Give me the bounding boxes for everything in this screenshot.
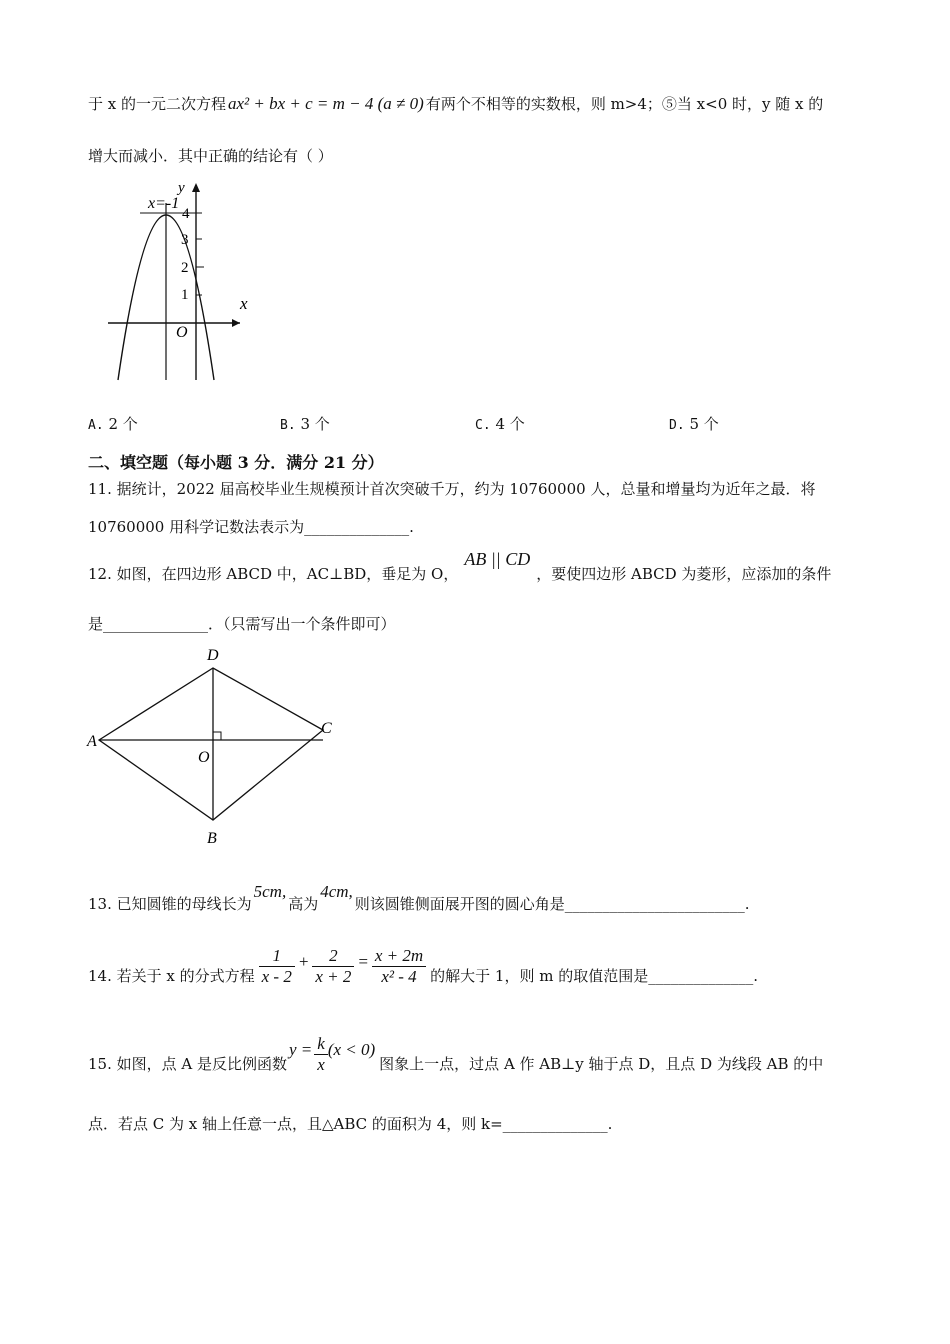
q10-line2: 增大而减小．其中正确的结论有（ ） bbox=[88, 147, 333, 165]
y-axis-label: y bbox=[178, 180, 185, 196]
q15-pre: 15. 如图，点 A 是反比例函数 bbox=[88, 1055, 287, 1073]
q12-math: AB || CD bbox=[464, 549, 531, 569]
q14-line bbox=[88, 937, 758, 987]
q14-post: 的解大于 1，则 m 的取值范围是______________. bbox=[430, 967, 758, 985]
option-d[interactable] bbox=[669, 413, 719, 434]
q15-condition: (x < 0) bbox=[327, 1040, 376, 1059]
q13-slant: 5cm, bbox=[253, 882, 287, 901]
q13-line bbox=[88, 882, 750, 914]
q10-line1 bbox=[88, 93, 823, 114]
q10-equation: ax² + bx + c = m − 4 (a ≠ 0) bbox=[228, 94, 424, 113]
q15-line2: 点．若点 C 为 x 轴上任意一点，且△ABC 的面积为 4，则 k=______________. bbox=[88, 1115, 613, 1133]
q14-fraction-2 bbox=[312, 946, 354, 987]
quadrilateral-abcd bbox=[99, 668, 323, 820]
x-axis-arrow bbox=[232, 319, 240, 327]
q14-f3-num: x + 2m bbox=[372, 946, 426, 967]
q14-f1-den: x - 2 bbox=[261, 967, 292, 986]
point-o-label: O bbox=[198, 749, 210, 766]
q10-line1-pre: 于 x 的一元二次方程 bbox=[88, 95, 226, 113]
rhombus-figure bbox=[85, 643, 345, 853]
q12-line1-pre: 12. 如图，在四边形 ABCD 中，AC⊥BD，垂足为 O， bbox=[88, 565, 459, 583]
option-c-letter: C. bbox=[475, 418, 491, 433]
q13-pre: 13. 已知圆锥的母线长为 bbox=[88, 895, 252, 913]
q13-mid: 高为 bbox=[288, 895, 319, 913]
option-c-text: 4 个 bbox=[495, 415, 525, 433]
parabola-graph bbox=[100, 175, 260, 385]
point-c-label: C bbox=[321, 720, 332, 737]
q14-equals: = bbox=[357, 952, 369, 971]
q15-f-num: k bbox=[314, 1034, 328, 1055]
right-angle-mark bbox=[213, 732, 221, 740]
origin-label: O bbox=[176, 324, 188, 341]
q15-fraction bbox=[314, 1034, 328, 1075]
y-axis-arrow bbox=[192, 183, 200, 192]
tick-label-1: 1 bbox=[181, 287, 189, 303]
q15-y-eq: y = bbox=[289, 1040, 313, 1059]
tick-label-2: 2 bbox=[181, 260, 189, 276]
option-d-letter: D. bbox=[669, 418, 685, 433]
q14-f1-num: 1 bbox=[259, 946, 295, 967]
q14-plus: + bbox=[297, 952, 310, 971]
q12-line2: 是______________．（只需写出一个条件即可） bbox=[88, 615, 396, 633]
option-a-text: 2 个 bbox=[108, 415, 138, 433]
x-axis-label: x bbox=[240, 294, 248, 313]
option-b-letter: B. bbox=[280, 418, 296, 433]
q14-f2-den: x + 2 bbox=[315, 967, 352, 986]
q14-f3-den: x² - 4 bbox=[381, 967, 417, 986]
q14-fraction-3 bbox=[372, 946, 426, 987]
section-heading: 二、填空题（每小题 3 分．满分 21 分） bbox=[88, 453, 384, 472]
q14-fraction-1 bbox=[259, 946, 295, 987]
q11-line2: 10760000 用科学记数法表示为______________. bbox=[88, 518, 414, 536]
q14-pre: 14. 若关于 x 的分式方程 bbox=[88, 967, 255, 985]
option-b-text: 3 个 bbox=[300, 415, 330, 433]
q15-line1 bbox=[88, 1025, 823, 1075]
q15-post: 图象上一点，过点 A 作 AB⊥y 轴于点 D，且点 D 为线段 AB 的中 bbox=[379, 1055, 824, 1073]
q15-f-den: x bbox=[317, 1055, 325, 1074]
option-b[interactable] bbox=[280, 413, 330, 434]
vertex-label: x=-1 bbox=[148, 195, 180, 212]
q11-line1: 11. 据统计，2022 届高校毕业生规模预计首次突破千万，约为 10760000 人，总量和增量均为近年之最．将 bbox=[88, 480, 816, 498]
option-a-letter: A. bbox=[88, 418, 104, 433]
q13-post: 则该圆锥侧面展开图的圆心角是________________________. bbox=[354, 895, 750, 913]
q10-line1-post: 有两个不相等的实数根，则 m>4；⑤当 x<0 时，y 随 x 的 bbox=[425, 95, 824, 113]
tick-label-3: 3 bbox=[181, 232, 189, 248]
point-b-label: B bbox=[207, 830, 217, 847]
point-d-label: D bbox=[207, 647, 219, 664]
tick-label-4: 4 bbox=[182, 206, 190, 222]
q13-height: 4cm, bbox=[320, 882, 353, 901]
point-a-label: A bbox=[87, 733, 97, 750]
option-a[interactable] bbox=[88, 413, 138, 434]
q12-line1-post: ，要使四边形 ABCD 为菱形，应添加的条件 bbox=[536, 565, 832, 583]
option-c[interactable] bbox=[475, 413, 525, 434]
q12-line1 bbox=[88, 549, 832, 584]
q14-f2-num: 2 bbox=[312, 946, 354, 967]
option-d-text: 5 个 bbox=[689, 415, 719, 433]
